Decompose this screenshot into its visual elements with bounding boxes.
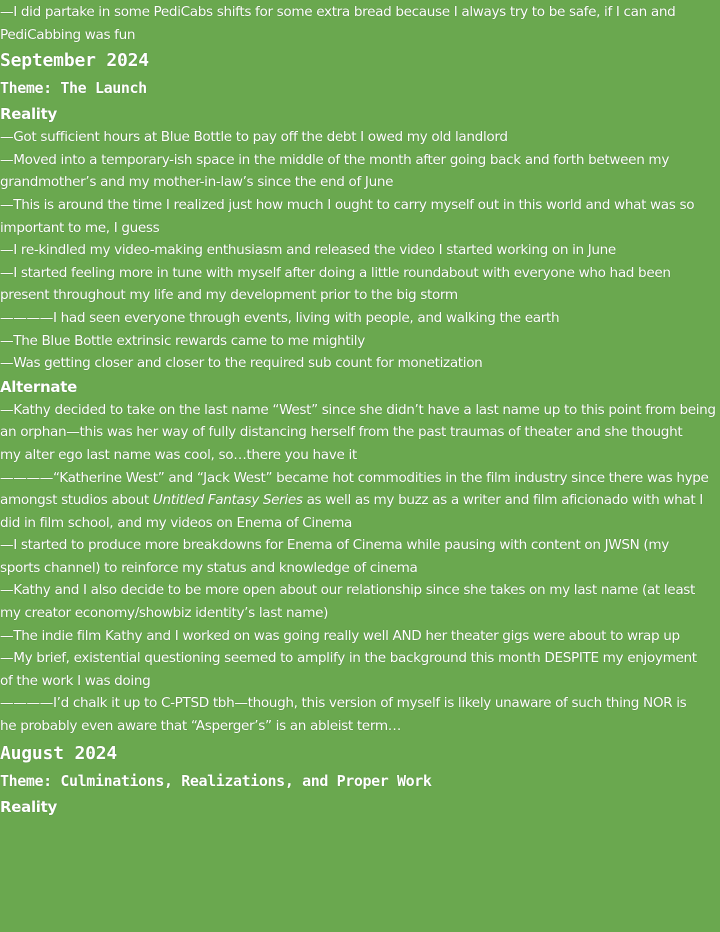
- alternate-line: he probably even aware that “Asperger’s” is an ableist term…: [0, 718, 401, 735]
- reality-label-september: Reality: [0, 105, 57, 124]
- alternate-line: —Kathy and I also decide to be more open about our relationship since she takes on my last name (at least: [0, 582, 696, 599]
- alternate-line: —Kathy decided to take on the last name “West” since she didn’t have a last name up to this point from being: [0, 401, 716, 418]
- alternate-line: —My brief, existential questioning seemed to amplify in the background this month DESPITE my enjoyment: [0, 650, 697, 667]
- alternate-line: my creator economy/showbiz identity’s last name): [0, 605, 329, 622]
- intro-line: —I did partake in some PediCabs shifts for some extra bread because I always try to be safe, if I can and: [0, 4, 676, 20]
- alternate-line: [0, 489, 720, 512]
- reality-line: grandmother’s and my mother-in-law’s since the end of June: [0, 174, 394, 191]
- alternate-line: —The indie film Kathy and I worked on was going really well AND her theater gigs were about to wrap up: [0, 627, 680, 644]
- reality-line: —The Blue Bottle extrinsic rewards came to me mightily: [0, 332, 365, 349]
- alternate-line-text: as well as my buzz as a writer and film aficionado with what I: [302, 492, 703, 509]
- intro-line: PediCabbing was fun: [0, 26, 136, 43]
- reality-line: —Moved into a temporary-ish space in the middle of the month after going back and forth between my: [0, 151, 670, 168]
- alternate-line: ————“Katherine West” and “Jack West” became hot commodities in the film industry since there was hype: [0, 469, 709, 486]
- series-title: Untitled Fantasy Series: [152, 492, 303, 509]
- reality-line: —I re-kindled my video-making enthusiasm and released the video I started working on in June: [0, 242, 616, 259]
- alternate-line: of the work I was doing: [0, 672, 151, 689]
- alternate-label-september: Alternate: [0, 377, 77, 396]
- alternate-line: did in film school, and my videos on Enema of Cinema: [0, 514, 352, 531]
- alternate-line-text: amongst studios about: [0, 492, 153, 509]
- reality-line: —Got sufficient hours at Blue Bottle to pay off the debt I owed my old landlord: [0, 129, 508, 146]
- reality-line: important to me, I guess: [0, 219, 160, 236]
- alternate-line: my alter ego last name was cool, so…there you have it: [0, 446, 357, 463]
- alternate-line: —I started to produce more breakdowns for Enema of Cinema while pausing with content on JWSN (my: [0, 537, 669, 554]
- reality-line: present throughout my life and my development prior to the big storm: [0, 287, 458, 304]
- month-heading-september: September 2024: [0, 50, 149, 72]
- reality-line: —I started feeling more in tune with myself after doing a little roundabout with everyone who had been: [0, 264, 671, 281]
- reality-line: —Was getting closer and closer to the required sub count for monetization: [0, 355, 483, 372]
- theme-heading-august: Theme: Culminations, Realizations, and Proper Work: [0, 771, 432, 790]
- theme-heading-september: Theme: The Launch: [0, 79, 147, 98]
- reality-line: ————I had seen everyone through events, living with people, and walking the earth: [0, 309, 560, 326]
- alternate-line: sports channel) to reinforce my status and knowledge of cinema: [0, 559, 418, 576]
- reality-label-august: Reality: [0, 797, 57, 816]
- alternate-line: an orphan—this was her way of fully distancing herself from the past traumas of theater and she thought: [0, 424, 683, 441]
- alternate-line: ————I’d chalk it up to C-PTSD tbh—though, this version of myself is likely unaware of such thing NOR is: [0, 695, 687, 712]
- reality-line: —This is around the time I realized just how much I ought to carry myself out in this world and what was so: [0, 196, 695, 213]
- journal-page: [0, 1, 720, 819]
- month-heading-august: August 2024: [0, 742, 118, 764]
